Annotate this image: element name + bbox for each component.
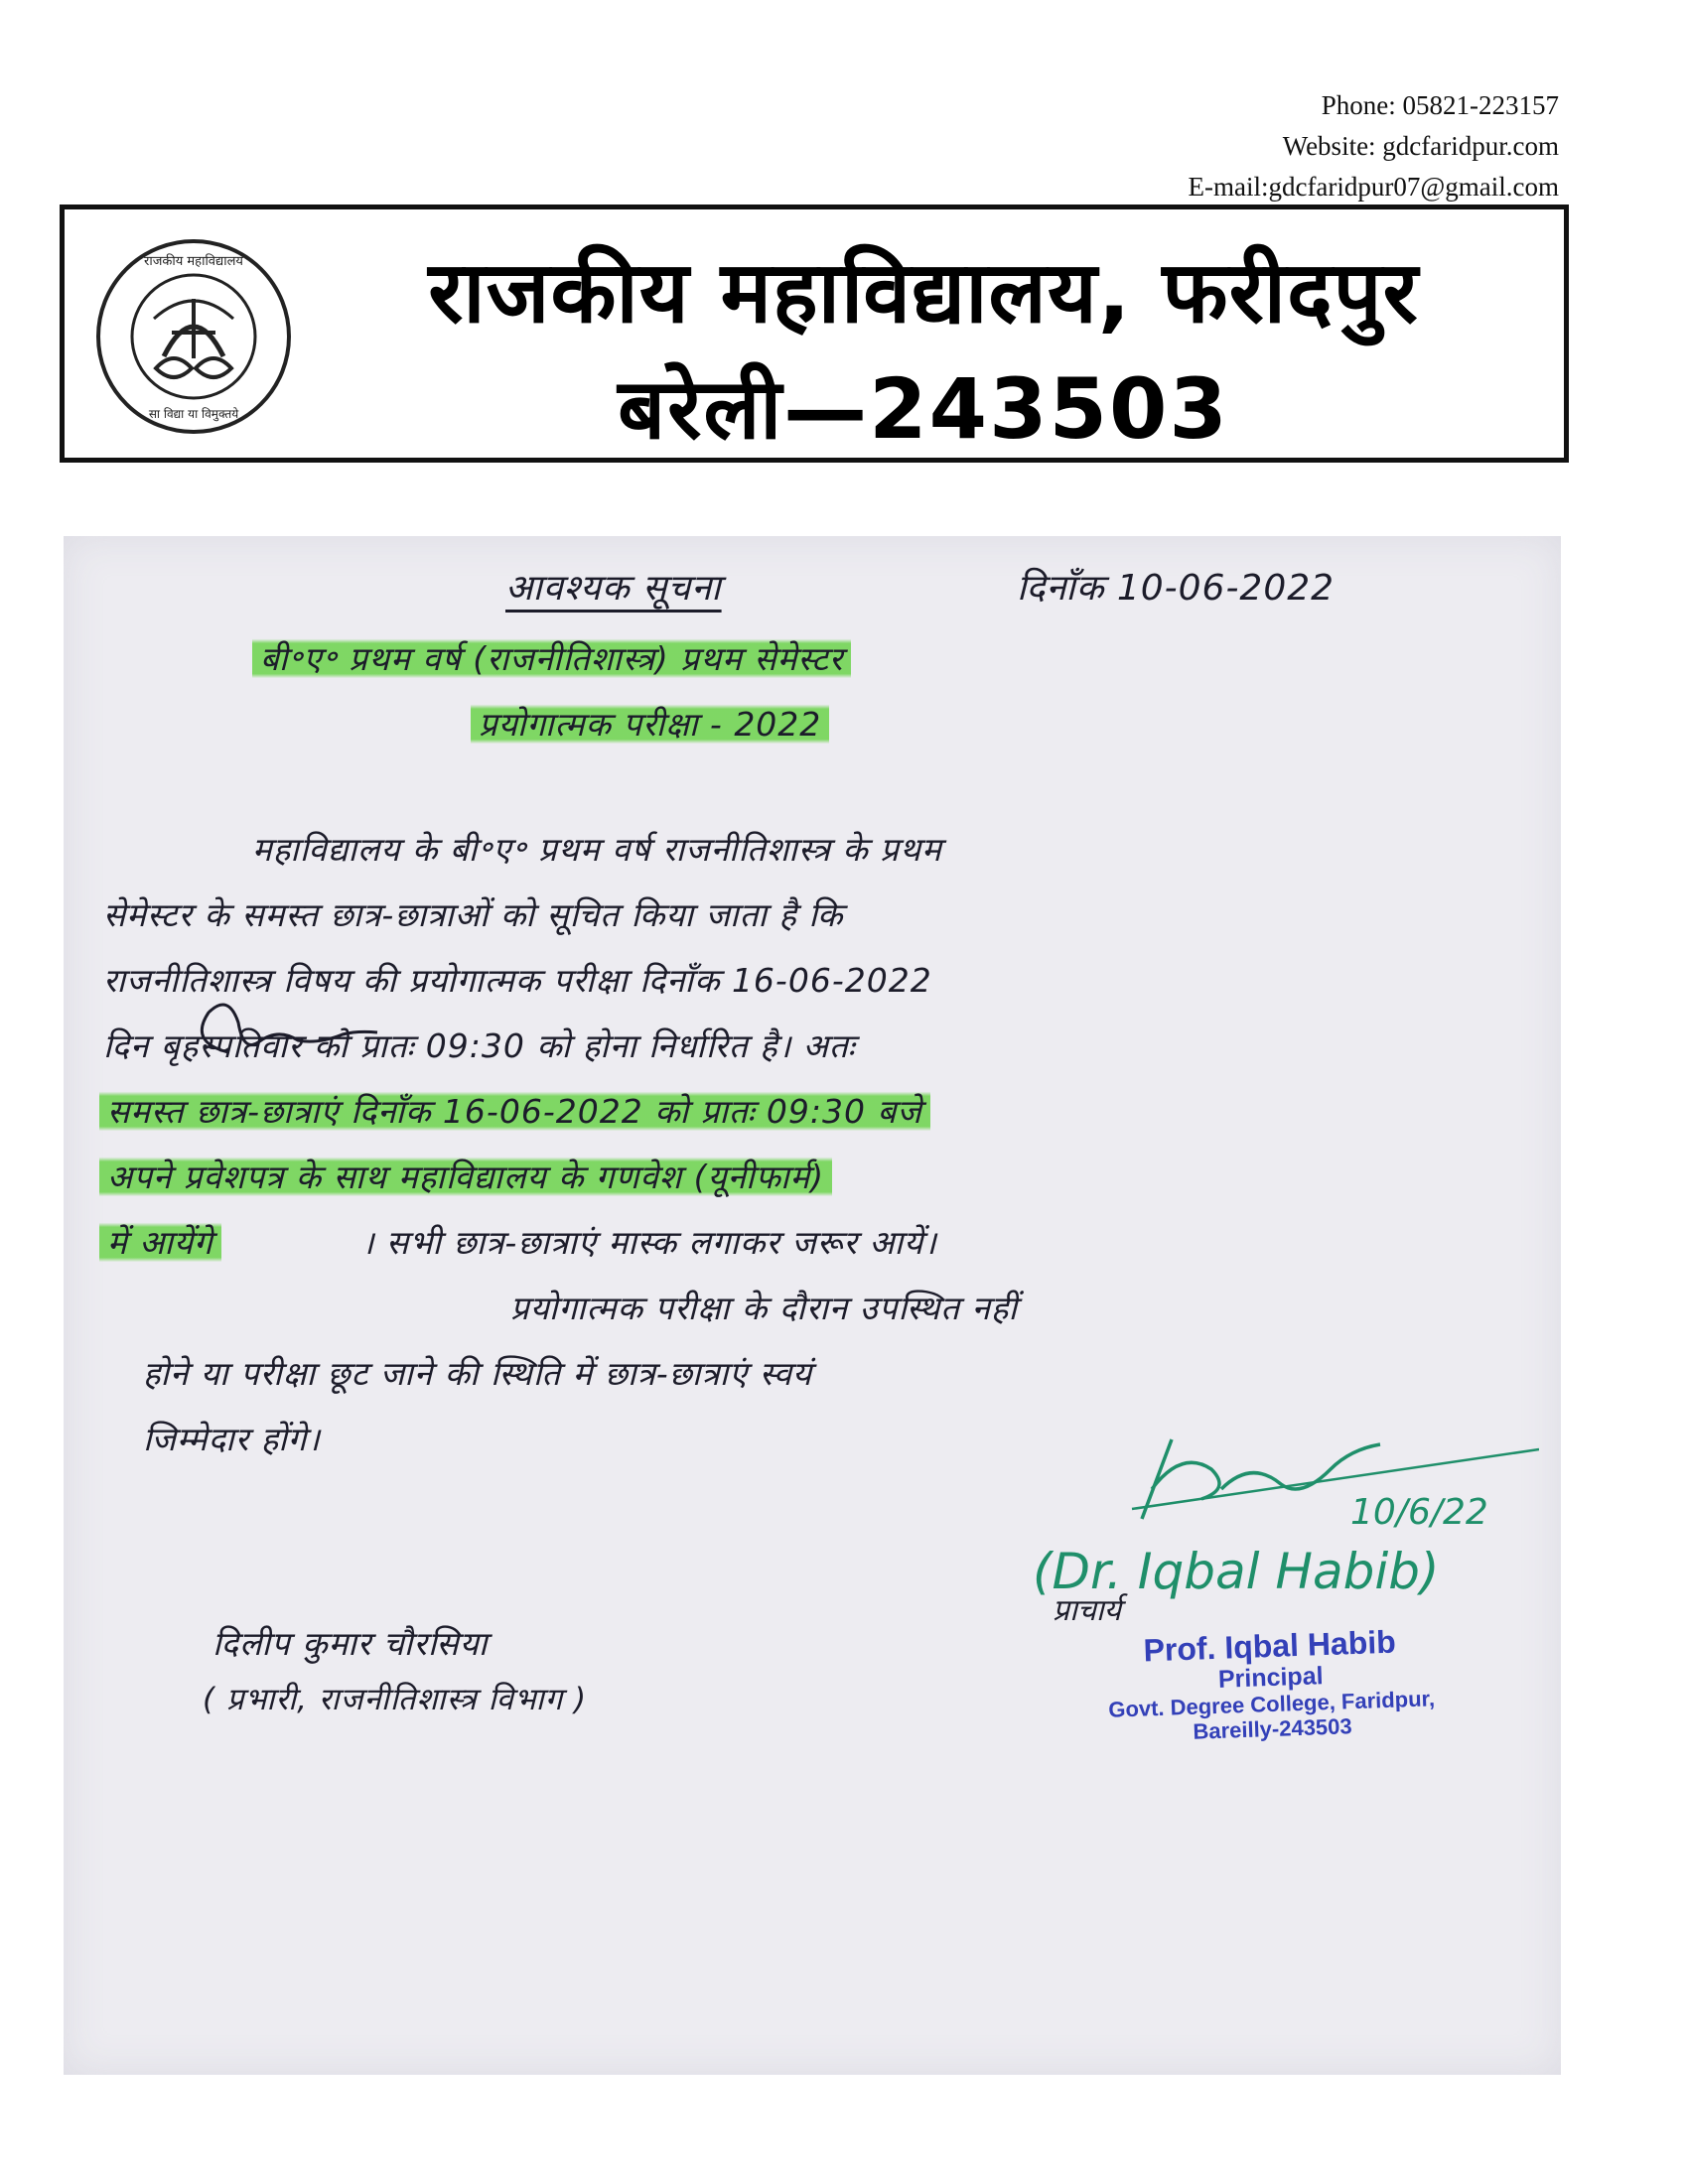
body-line-9: होने या परीक्षा छूट जाने की स्थिति में छात्र-छात्राएं स्वयं	[143, 1354, 813, 1393]
college-city-pin: बरेली—243503	[618, 360, 1229, 458]
principal-signed-date: 10/6/22	[1350, 1492, 1488, 1533]
contact-block	[1188, 85, 1559, 207]
stamp-org: Govt. Degree College, Faridpur,	[1107, 1686, 1436, 1722]
notice-subject-line: बी॰ए॰ प्रथम वर्ष (राजनीतिशास्त्र) प्रथम सेमेस्टर	[252, 635, 851, 680]
phone-text: Phone: 05821-223157	[1321, 90, 1559, 120]
department-head-signature	[169, 983, 387, 1092]
body-line-1: महाविद्यालय के बी॰ए॰ प्रथम वर्ष राजनीतिशास्त्र के प्रथम	[252, 830, 942, 869]
college-seal-icon	[94, 237, 293, 436]
notice-exam-line: प्रयोगात्मक परीक्षा - 2022	[471, 701, 829, 746]
email-text: E-mail:gdcfaridpur07@gmail.com	[1188, 172, 1559, 202]
handwritten-notice-sheet	[64, 536, 1561, 2075]
body-line-7-rest: । सभी छात्र-छात्राएं मास्क लगाकर जरूर आयें।	[361, 1223, 937, 1262]
body-line-4: दिन बृहस्पतिवार को प्रातः 09:30 को होना निर्धारित है। अतः	[103, 1026, 856, 1065]
body-line-8: प्रयोगात्मक परीक्षा के दौरान उपस्थित नहीं	[510, 1289, 1018, 1327]
principal-stamp	[1060, 1621, 1481, 1750]
letterhead-box	[60, 205, 1569, 463]
svg-text:राजकीय महाविद्यालय: राजकीय महाविद्यालय	[144, 254, 243, 269]
body-line-10: जिम्मेदार होंगे।	[143, 1420, 321, 1458]
notice-date: दिनाँक 10-06-2022	[1017, 568, 1336, 609]
stamp-role: Principal	[1217, 1662, 1324, 1694]
stamp-address: Bareilly-243503	[1193, 1713, 1353, 1744]
college-name: राजकीय महाविद्यालय, फरीदपुर	[428, 243, 1419, 342]
body-line-6: अपने प्रवेशपत्र के साथ महाविद्यालय के गणवेश (यूनीफार्म)	[99, 1154, 832, 1198]
svg-text:सा विद्या या विमुक्तये: सा विद्या या विमुक्तये	[148, 407, 239, 421]
department-head-role: ( प्रभारी, राजनीतिशास्त्र विभाग )	[203, 1682, 588, 1717]
principal-handwritten-name: (Dr. Iqbal Habib)	[1033, 1543, 1440, 1600]
department-head-name: दिलीप कुमार चौरसिया	[212, 1624, 489, 1663]
body-line-7-highlighted: में आयेंगे	[99, 1219, 221, 1264]
body-line-5: समस्त छात्र-छात्राएं दिनाँक 16-06-2022 को प्रातः 09:30 बजे	[99, 1088, 930, 1133]
body-line-3: राजनीतिशास्त्र विषय की प्रयोगात्मक परीक्षा दिनाँक 16-06-2022	[103, 961, 932, 1000]
principal-title: प्राचार्य	[1053, 1593, 1122, 1628]
website-text: Website: gdcfaridpur.com	[1282, 131, 1559, 161]
stamp-name: Prof. Iqbal Habib	[1142, 1623, 1397, 1669]
body-line-2: सेमेस्टर के समस्त छात्र-छात्राओं को सूचित किया जाता है कि	[103, 895, 844, 934]
notice-title: आवश्यक सूचना	[505, 568, 722, 609]
